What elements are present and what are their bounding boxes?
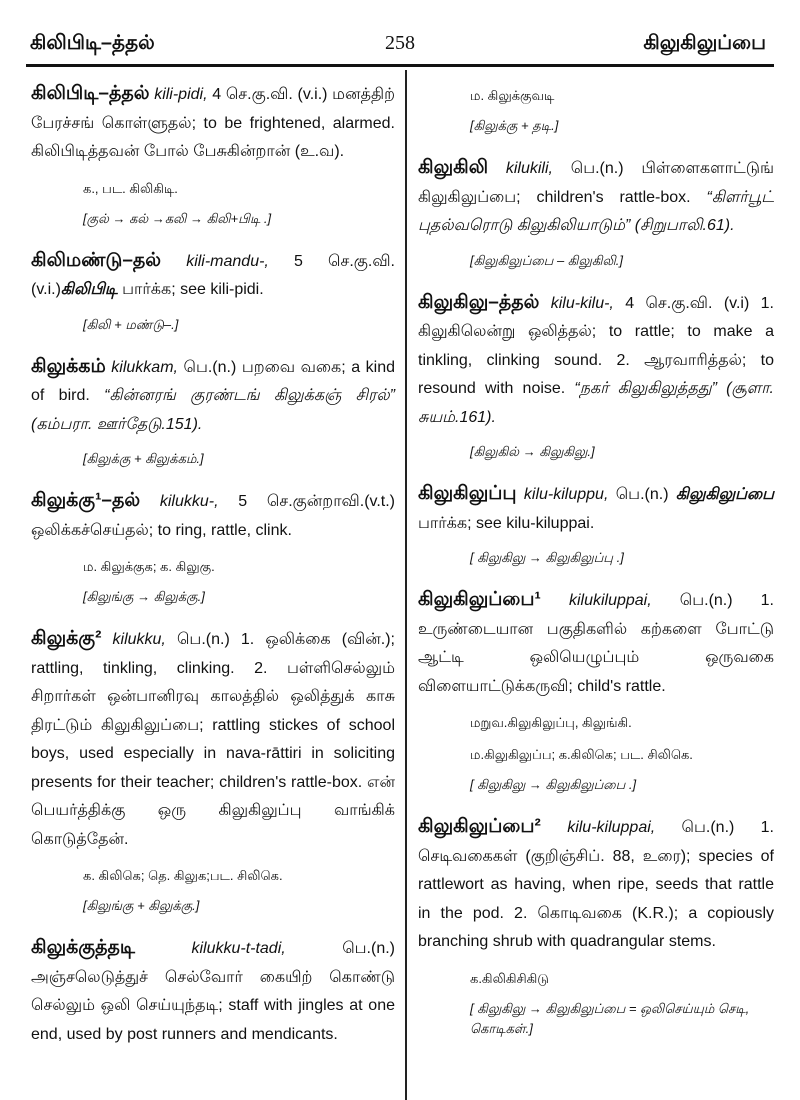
romanization: kilukku-,: [159, 493, 219, 510]
definition: அஞ்சலெடுத்துச் செல்வோர் கையிற் கொண்டு செல்லும் ஒலி செய்யுந்தடி; staff with jingles at one end, used by post runners and mendicants.: [31, 968, 395, 1043]
dictionary-entry: [418, 148, 774, 241]
headword: கிலுகிலுப்பை¹: [418, 589, 541, 610]
headword: கிலிபிடி–த்தல்: [31, 83, 150, 104]
etymology: [கிலி + மண்டு–.]: [83, 316, 179, 332]
page-number: 258: [385, 32, 415, 54]
part-of-speech: 4 செ.கு.வி. (v.i.): [207, 86, 328, 103]
etymology: [கிலுக்கு + கிலுக்கம்.]: [83, 451, 204, 466]
part-of-speech: பெ.(n.): [552, 160, 624, 177]
left-column: [31, 74, 395, 1049]
romanization: kilu-kilu-,: [550, 294, 614, 312]
definition: 1. செடிவகைகள் (குறிஞ்சிப். 88, உரை); species of rattlewort as having, when ripe, seeds that rattle in the pod. 2. கொடிவகை (K.R.); a copiously branching shrub with quadrangular stems.: [418, 819, 774, 950]
cognates: க., பட. கிலிகிடி.: [83, 180, 178, 196]
definition-cont: பார்க்க; see kili-pidi.: [117, 281, 264, 298]
part-of-speech: பெ.(n.): [655, 819, 735, 836]
part-of-speech: 4 செ.கு.வி. (v.i): [613, 294, 750, 312]
etymology: [கிலுங்கு → கிலுக்கு.]: [83, 589, 205, 604]
headword: கிலிமண்டு–தல்: [31, 249, 162, 271]
headword: கிலுகிலுப்பை²: [418, 816, 541, 837]
definition: மனத்திற் பேரச்சங் கொள்ளுதல்; to be frightened, alarmed. கிலிபிடித்தவன் போல் பேசுகின்றான் (உ.வ).: [31, 86, 395, 160]
column-divider: [405, 70, 407, 1100]
definition: பறவை வகை; a kind of bird.: [31, 358, 396, 404]
headword: கிலுகிலு–த்தல்: [418, 291, 540, 313]
part-of-speech: பெ.(n.): [608, 486, 669, 503]
dictionary-entry: [31, 481, 395, 545]
header-left-guideword: கிலிபிடி–த்தல்: [30, 32, 155, 54]
cognates: க. கிலிகெ; தெ. கிலுக;பட. சிலிகெ.: [83, 868, 283, 883]
dictionary-entry: [418, 474, 774, 538]
dictionary-entry: [31, 347, 395, 440]
headword: கிலுக்கு²: [31, 628, 102, 649]
etymology: [ கிலுகிலு → கிலுகிலுப்பை .]: [470, 777, 637, 792]
romanization: kilukku,: [112, 631, 166, 648]
romanization: kilu-kiluppai,: [567, 819, 656, 836]
dictionary-entry: [418, 807, 774, 957]
header-rule: [26, 64, 774, 67]
definition-cont: பார்க்க; see kilu-kiluppai.: [418, 514, 595, 532]
romanization: kili-mandu-,: [186, 252, 269, 270]
romanization: kilukku-t-tadi,: [191, 940, 286, 957]
cognates: ம. கிலுக்குவடி: [470, 88, 555, 103]
cognates: ம. கிலுக்குக; க. கிலுகு.: [83, 559, 215, 574]
romanization: kilu-kiluppu,: [523, 486, 609, 503]
definition: 1. கிலுகிலென்று ஒலித்தல்; to rattle; to make a tinkling, clinking sound. 2. ஆரவாரித்தல்; to resound with noise.: [418, 294, 774, 397]
part-of-speech: பெ.(n.): [285, 940, 395, 957]
cognates: மறுவ.கிலுகிலுப்பு, கிலுங்கி.: [470, 715, 632, 730]
headword: கிலுகிலுப்பு: [418, 483, 517, 504]
dictionary-entry: [31, 241, 395, 305]
definition: 1. ஒலிக்கை (வின்.); rattling, tinkling, clinking. 2. பள்ளிசெல்லும் சிறார்கள் ஒன்பானிரவு காலத்தில் ஒலித்துக் காசு திரட்டும் கிலுகிலுப்பை; rattling stickes of school boys, used especially in nava-rāttiri in soliciting presents for their teacher; children's rattle-box. என் பெயர்த்திக்கு ஒரு கிலுகிலுப்பு வாங்கிக் கொடுத்தேன்.: [31, 631, 395, 848]
part-of-speech: 5 செ.கு.வி.(v.i.): [31, 252, 395, 298]
citation-quote: “கிளர்பூட் புதல்வரொடு கிலுகிலியாடும்” (சிறுபாலி.61).: [418, 188, 774, 234]
etymology: [குல் → கல் →கலி → கிலி+பிடி .]: [83, 210, 272, 226]
etymology: [ கிலுகிலு → கிலுகிலுப்பை = ஒலிசெய்யும் செடி, கொடிகள்.]: [470, 1000, 750, 1036]
part-of-speech: பெ.(n.): [165, 631, 230, 648]
right-column: [418, 74, 774, 1051]
dictionary-entry: [418, 580, 774, 701]
definition: பிள்ளைகளாட்டுங் கிலுகிலுப்பை; children's rattle-box.: [418, 160, 774, 206]
definition: ஒலிக்கச்செய்தல்; to ring, rattle, clink.: [31, 521, 292, 539]
romanization: kilukili,: [505, 160, 553, 177]
header-right-guideword: கிலுகிலுப்பை: [643, 32, 766, 54]
headword: கிலுக்கு¹–தல்: [31, 490, 141, 511]
citation-quote: “நகர் கிலுகிலுத்தது” (சூளா. சுயம்.161).: [418, 380, 774, 426]
etymology: [கிலுகில் → கிலுகிலு.]: [470, 444, 595, 459]
citation-quote: “கின்னரங் குரண்டங் கிலுக்கஞ் சிரல்” (கம்பரா. ஊர்தேடு.151).: [31, 387, 396, 433]
cross-reference: கிலுகிலுப்பை: [675, 486, 775, 503]
cross-reference: கிலிபிடி: [60, 281, 118, 298]
etymology: [கிலுகிலுப்பை – கிலுகிலி.]: [470, 252, 623, 268]
romanization: kili-pidi,: [154, 86, 208, 103]
part-of-speech: 5 செ.குன்றாவி.(v.t.): [218, 493, 395, 510]
cognates: ம.கிலுகிலுப்ப; க.கிலிகெ; பட. சிலிகெ.: [470, 747, 693, 762]
definition: 1. உருண்டையான பகுதிகளில் கற்களை போட்டு ஆட்டி ஒலியெழுப்பும் ஒருவகை விளையாட்டுக்கருவி; child's rattle.: [418, 592, 775, 695]
romanization: kilukiluppai,: [568, 592, 652, 609]
headword: கிலுக்குத்தடி: [31, 937, 135, 958]
part-of-speech: பெ.(n.): [177, 358, 237, 376]
page-header: [0, 0, 800, 70]
definition: [669, 486, 676, 503]
headword: கிலுக்கம்: [31, 355, 106, 377]
etymology: [ கிலுகிலு → கிலுகிலுப்பு .]: [470, 550, 624, 565]
etymology: [கிலுங்கு + கிலுக்கு.]: [83, 898, 200, 913]
cognates: க.கிலிகிசிகிடு: [470, 970, 549, 986]
dictionary-entry: [31, 74, 395, 167]
romanization: kilukkam,: [111, 358, 178, 376]
headword: கிலுகிலி: [418, 157, 489, 178]
etymology: [கிலுக்கு + தடி.]: [470, 118, 559, 133]
dictionary-entry: [31, 928, 395, 1049]
part-of-speech: பெ.(n.): [651, 592, 733, 609]
dictionary-entry: [418, 283, 774, 433]
dictionary-entry: [31, 619, 395, 854]
